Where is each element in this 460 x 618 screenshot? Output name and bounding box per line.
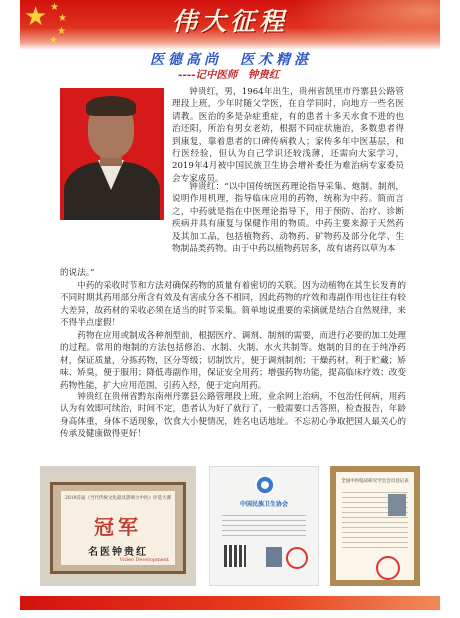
award-certificate-photo — [40, 466, 196, 586]
large-star-icon: ★ — [24, 2, 48, 32]
award-title: 冠军 — [94, 515, 142, 539]
form-header: 全国中医临床研究学会会员登记表 — [341, 479, 409, 484]
qr-code-icon — [224, 545, 246, 567]
association-certificate-photo — [209, 466, 319, 586]
association-emblem-icon — [255, 475, 275, 495]
seal-stamp-icon — [286, 547, 308, 569]
small-star-icon: ★ — [49, 35, 58, 46]
banner-title: 伟大征程 — [171, 7, 288, 36]
certificate-header: 2019首届《当代传统文化最具影响力中医》评选大赛 — [65, 496, 171, 501]
id-photo — [388, 494, 406, 516]
quote-paragraph-end: 的说法。” — [60, 268, 95, 278]
award-recipient: 名医钟贵红 — [88, 547, 148, 558]
small-star-icon: ★ — [58, 13, 67, 24]
membership-form-photo — [330, 466, 420, 586]
processing-paragraph: 药物在应用或制成各种剂型前，根据医疗、调剂、制剂的需要，而进行必要的加工处理的过程。常用的炮制的方法包括修治、水制、火制、水火共制等。炮制的目的在于纯净药材，保证质量，分拣药物，区分等级；切制饮片，便于调剂制剂；干燥药材，利于贮藏；矫味、矫臭，便于服用；降低毒副作用，保证安全用药；增强药物功能，提高临床疗效；改变药物性能，扩大应用范围，引药入经，便于定向用药。 — [60, 331, 406, 391]
doctor-portrait — [60, 88, 164, 220]
seal-stamp-icon — [376, 556, 400, 580]
top-banner — [20, 0, 440, 50]
quote-paragraph: 钟贵红：“以中国传统医药理论指导采集、炮制、制剂，说明作用机理，指导临床应用的药物，统称为中药。简而言之，中药就是指在中医理论指导下，用于预防、治疗、诊断疾病并具有康复与保健作用的物质。中药主要来源于天然药及其加工品，包括植物药、动物药、矿物药及部分化学、生物制品类药物。由于中药以植物药居多，故有诸药以草为本 — [172, 182, 404, 255]
certificate-footer: Video Development — [119, 557, 169, 563]
association-name: 中国民族卫生协会 — [239, 501, 288, 508]
bio-paragraph: 钟贵红，男，1964年出生，贵州省凯里市丹寨县公路管理段上班，少年时随父学医，在自学同时，向地方一些名医请教。医治的多是杂症重症，有的患者十多天水食不进的也治还阳，所治有男女老幼，根据不同症状施治，多数患者得到康复，靠着患者的口碑传病救人；家传多年中医基层，和行医经验，但认为自己学识还较浅薄，还需向大家学习，2019年4月被中国民族卫生协会增补委任为难治病专家委员会专家成员。 — [172, 87, 404, 184]
id-photo — [266, 547, 282, 567]
small-star-icon: ★ — [57, 26, 66, 37]
bottom-decorative-bar — [20, 596, 440, 610]
small-star-icon: ★ — [50, 2, 59, 13]
certificate-text-lines — [222, 515, 306, 539]
article-subtitle: ----记中医师 钟贵红 — [178, 69, 280, 81]
practice-paragraph: 钟贵红在贵州省黔东南州丹寨县公路管理段上班，业余网上治病，不包治任何病，用药认为有效即可续治，时间不定，患者认为好了就行了，一般需要口舌答照，检查报告，年龄身高体重，身体不适现象，饮食大小便情况，姓名电话地址。不忘初心争取把国人最关心的传承及健康做得更好！ — [60, 392, 406, 440]
harvest-paragraph: 中药的采收时节和方法对确保药物的质量有着密切的关联。因为动植物在其生长发育的不同时期其药用部分所含有效及有害成分各不相同，因此药物的疗效和毒副作用也往往有较大差异，故药材的采收必须在适当的时节采集。简单地说重要的采摘就是结合自然规律，来不得半点虚假！ — [60, 281, 406, 329]
motto-heading: 医德高尚 医术精湛 — [150, 52, 312, 68]
